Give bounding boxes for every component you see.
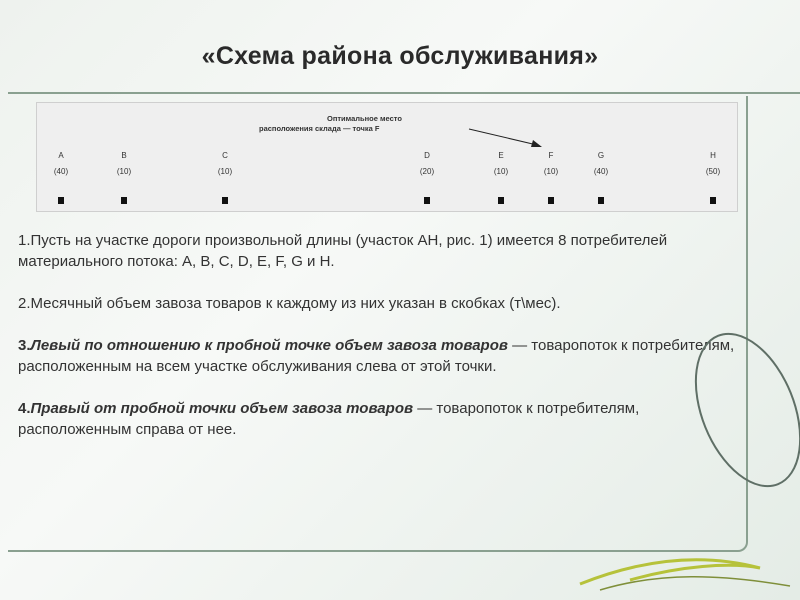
paragraph-4-number: 4.	[18, 400, 31, 417]
scheme-point-value: (20)	[419, 167, 435, 176]
paragraph-4-term: Правый от пробной точки объем завоза товаров	[30, 400, 414, 417]
paragraph-1: 1.Пусть на участке дороги произвольной длины (участок АН, рис. 1) имеется 8 потребителей материального потока: А, В, С, D, Е, F, G и Н.	[18, 232, 668, 270]
scheme-point-label: B	[121, 151, 127, 160]
paragraph-3-number: 3.	[18, 337, 31, 354]
decor-swirl-1	[580, 560, 760, 584]
decor-swirl-2	[600, 577, 790, 590]
paragraph-4-text: — товаропоток к потребителям, расположенным справа от нее.	[18, 400, 640, 438]
scheme-point-value: (40)	[593, 167, 609, 176]
slide-title: «Схема района обслуживания»	[201, 42, 599, 70]
scheme-point-label: G	[597, 151, 605, 160]
scheme-point-label: F	[548, 151, 554, 160]
scheme-annotation-line1: Оптимальное место	[327, 114, 402, 123]
decor-ellipse	[675, 319, 800, 502]
scheme-point-label: E	[498, 151, 504, 160]
scheme-point-label: H	[710, 151, 716, 160]
scheme-point-value: (10)	[116, 167, 132, 176]
paragraph-2: 2.Месячный объем завоза товаров к каждому из них указан в скобках (т\мес).	[18, 295, 561, 312]
scheme-point-value: (10)	[217, 167, 233, 176]
scheme-point-value: (40)	[53, 167, 69, 176]
scheme-point-value: (50)	[705, 167, 721, 176]
scheme-annotation-line2: расположения склада — точка F	[259, 124, 380, 133]
paragraph-3-term: Левый по отношению к пробной точке объем завоза товаров	[30, 337, 508, 354]
paragraph-3-text: — товаропоток к потребителям, расположенным на всем участке обслуживания слева от этой точки.	[18, 337, 735, 375]
scheme-point-value: (10)	[493, 167, 509, 176]
scheme-point-label: A	[58, 151, 64, 160]
scheme-point-label: C	[222, 151, 228, 160]
scheme-point-label: D	[424, 151, 430, 160]
scheme-point-value: (10)	[543, 167, 559, 176]
